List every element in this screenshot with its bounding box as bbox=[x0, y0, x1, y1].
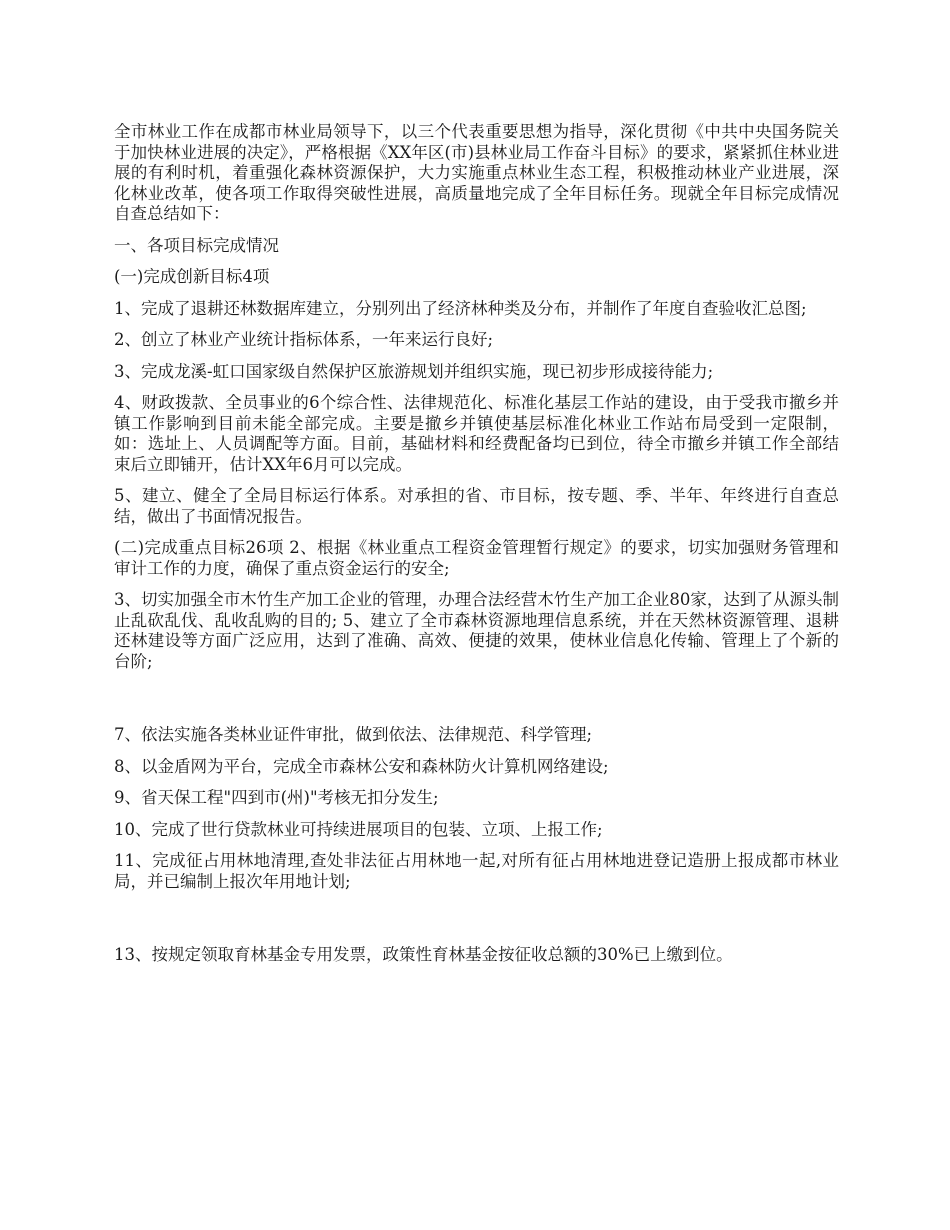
list-item: 7、依法实施各类林业证件审批，做到依法、法律规范、科学管理; bbox=[114, 725, 593, 744]
list-item: 1、完成了退耕还林数据库建立，分别列出了经济林种类及分布，并制作了年度自查验收汇总图; bbox=[114, 298, 807, 318]
list-item: 9、省天保工程"四到市(州)"考核无扣分发生; bbox=[114, 788, 439, 807]
intro-paragraph: 全市林业工作在成都市林业局领导下，以三个代表重要思想为指导，深化贯彻《中共中央国务院关于加快林业进展的决定》，严格根据《XX年区(市)县林业局工作奋斗目标》的要求，紧紧抓住林业进展的有利时机，着重强化森林资源保护，大力实施重点林业生态工程，积极推动林业产业进展，深化林业改革，使各项工作取得突破性进展，高质量地完成了全年目标任务。现就全年目标完成情况自查总结如下： bbox=[114, 122, 839, 223]
subsection-heading: (一)完成创新目标4项 bbox=[114, 267, 270, 286]
list-item: 2、创立了林业产业统计指标体系，一年来运行良好; bbox=[114, 330, 494, 349]
list-item: 3、完成龙溪-虹口国家级自然保护区旅游规划并组织实施，现已初步形成接待能力; bbox=[114, 361, 714, 381]
document-body bbox=[114, 122, 839, 977]
list-item: 11、完成征占用林地清理,查处非法征占用林地一起,对所有征占用林地进登记造册上报成都市林业局，并已编制上报次年用地计划; bbox=[114, 851, 839, 891]
blank-space bbox=[114, 683, 839, 725]
list-item: 3、切实加强全市木竹生产加工企业的管理，办理合法经营木竹生产加工企业80家，达到了从源头制止乱砍乱伐、乱收乱购的目的; 5、建立了全市森林资源地理信息系统，并在天然林资源管理、退耕还林建设等方面广泛应用，达到了准确、高效、便捷的效果，使林业信息化传输、管理上了个新的台阶; bbox=[114, 590, 839, 671]
section-heading: 一、各项目标完成情况 bbox=[114, 235, 279, 255]
list-item: 10、完成了世行贷款林业可持续进展项目的包装、立项、上报工作; bbox=[114, 819, 603, 839]
list-item: 4、财政拨款、全员事业的6个综合性、法律规范化、标准化基层工作站的建设，由于受我市撤乡并镇工作影响到目前未能全部完成。主要是撤乡并镇使基层标准化林业工作站布局受到一定限制，如：选址上、人员调配等方面。目前，基础材料和经费配备均已到位，待全市撤乡并镇工作全部结束后立即铺开，估计XX年6月可以完成。 bbox=[114, 393, 839, 474]
list-item: 13、按规定领取育林基金专用发票，政策性育林基金按征收总额的30%已上缴到位。 bbox=[114, 945, 733, 964]
list-item: 8、以金盾网为平台，完成全市森林公安和森林防火计算机网络建设; bbox=[114, 756, 609, 776]
list-item: 5、建立、健全了全局目标运行体系。对承担的省、市目标，按专题、季、半年、年终进行自查总结，做出了书面情况报告。 bbox=[114, 486, 839, 526]
list-item: (二)完成重点目标26项 2、根据《林业重点工程资金管理暂行规定》的要求，切实加强财务管理和审计工作的力度，确保了重点资金运行的安全; bbox=[114, 538, 839, 578]
blank-space bbox=[114, 903, 839, 945]
